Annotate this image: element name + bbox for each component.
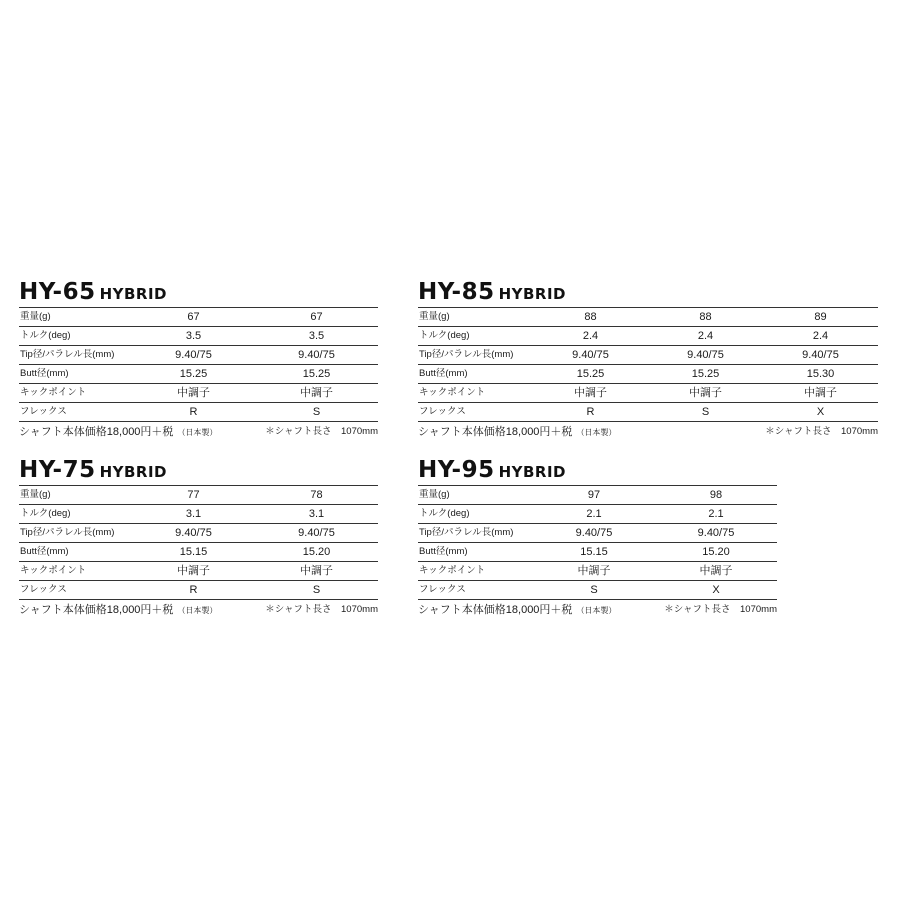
spec-footer — [418, 600, 777, 620]
row-tip — [19, 524, 378, 543]
row-value: 9.40/75 — [533, 524, 655, 543]
row-value: S — [255, 403, 378, 422]
row-weight — [418, 308, 878, 327]
row-tip — [418, 346, 878, 365]
row-value: S — [648, 403, 763, 422]
row-value: 9.40/75 — [255, 346, 378, 365]
row-value: 78 — [255, 486, 378, 505]
row-value: 中調子 — [255, 384, 378, 403]
row-value: 9.40/75 — [763, 346, 878, 365]
row-value: R — [132, 581, 255, 600]
row-value: 2.4 — [533, 327, 648, 346]
row-label: キックポイント — [418, 562, 533, 581]
row-flex — [418, 403, 878, 422]
spec-title — [19, 457, 378, 483]
row-label: Butt径(mm) — [19, 365, 132, 384]
row-value: 9.40/75 — [648, 346, 763, 365]
spec-hy-95 — [418, 457, 777, 620]
price-text: シャフト本体価格18,000円＋税 — [418, 604, 573, 616]
row-torque — [19, 505, 378, 524]
price-text: シャフト本体価格18,000円＋税 — [19, 426, 174, 438]
row-kickpoint — [418, 384, 878, 403]
spec-title — [418, 457, 777, 483]
row-weight — [19, 486, 378, 505]
spec-table — [418, 307, 878, 422]
row-value: 67 — [255, 308, 378, 327]
row-label: Tip径/パラレル長(mm) — [19, 346, 132, 365]
row-weight — [418, 486, 777, 505]
row-label: キックポイント — [418, 384, 533, 403]
spec-footer — [19, 600, 378, 620]
spec-title — [19, 279, 378, 305]
origin-note: （日本製） — [177, 606, 218, 615]
spec-footer — [418, 422, 878, 442]
row-value: 88 — [648, 308, 763, 327]
model-kind: HYBRID — [99, 285, 168, 303]
length-note: ＊シャフト長さ 1070mm — [265, 604, 378, 615]
row-value: 15.25 — [255, 365, 378, 384]
row-label: フレックス — [418, 581, 533, 600]
row-butt — [418, 365, 878, 384]
row-value: 中調子 — [132, 384, 255, 403]
row-label: Butt径(mm) — [19, 543, 132, 562]
row-value: 9.40/75 — [533, 346, 648, 365]
model-kind: HYBRID — [498, 463, 567, 481]
row-value: 中調子 — [533, 562, 655, 581]
price-note — [19, 422, 217, 443]
row-butt — [19, 365, 378, 384]
row-value: 15.15 — [533, 543, 655, 562]
row-label: キックポイント — [19, 384, 132, 403]
price-note — [418, 422, 616, 443]
row-value: 9.40/75 — [255, 524, 378, 543]
row-value: 15.20 — [255, 543, 378, 562]
row-label: トルク(deg) — [418, 327, 533, 346]
row-label: Butt径(mm) — [418, 365, 533, 384]
row-butt — [418, 543, 777, 562]
model-name: HY-75 — [19, 457, 96, 483]
row-value: 中調子 — [132, 562, 255, 581]
row-flex — [19, 581, 378, 600]
row-value: R — [132, 403, 255, 422]
model-name: HY-65 — [19, 279, 96, 305]
spec-title — [418, 279, 878, 305]
row-label: 重量(g) — [19, 308, 132, 327]
origin-note: （日本製） — [576, 606, 617, 615]
row-label: トルク(deg) — [418, 505, 533, 524]
row-value: 67 — [132, 308, 255, 327]
length-note: ＊シャフト長さ 1070mm — [265, 426, 378, 437]
row-value: 中調子 — [533, 384, 648, 403]
model-kind: HYBRID — [498, 285, 567, 303]
spec-hy-65 — [19, 279, 378, 442]
spec-hy-75 — [19, 457, 378, 620]
row-label: 重量(g) — [19, 486, 132, 505]
row-value: 中調子 — [655, 562, 777, 581]
row-value: 77 — [132, 486, 255, 505]
model-name: HY-85 — [418, 279, 495, 305]
origin-note: （日本製） — [576, 428, 617, 437]
row-label: キックポイント — [19, 562, 132, 581]
spec-footer — [19, 422, 378, 442]
row-value: 2.1 — [533, 505, 655, 524]
spec-table — [19, 485, 378, 600]
row-label: Tip径/パラレル長(mm) — [418, 524, 533, 543]
row-label: トルク(deg) — [19, 505, 132, 524]
row-torque — [418, 505, 777, 524]
row-label: フレックス — [19, 403, 132, 422]
price-text: シャフト本体価格18,000円＋税 — [418, 426, 573, 438]
row-value: S — [255, 581, 378, 600]
row-value: 88 — [533, 308, 648, 327]
row-value: 中調子 — [648, 384, 763, 403]
row-value: 15.15 — [132, 543, 255, 562]
row-value: 2.1 — [655, 505, 777, 524]
row-label: 重量(g) — [418, 308, 533, 327]
row-label: Butt径(mm) — [418, 543, 533, 562]
row-weight — [19, 308, 378, 327]
row-value: 9.40/75 — [132, 524, 255, 543]
spec-table — [418, 485, 777, 600]
row-torque — [418, 327, 878, 346]
row-torque — [19, 327, 378, 346]
row-value: 15.20 — [655, 543, 777, 562]
row-value: R — [533, 403, 648, 422]
row-value: 97 — [533, 486, 655, 505]
row-value: 15.25 — [533, 365, 648, 384]
row-kickpoint — [19, 562, 378, 581]
row-label: Tip径/パラレル長(mm) — [418, 346, 533, 365]
price-note — [19, 600, 217, 621]
row-value: 3.1 — [132, 505, 255, 524]
row-value: 9.40/75 — [132, 346, 255, 365]
row-butt — [19, 543, 378, 562]
row-value: 15.30 — [763, 365, 878, 384]
row-flex — [418, 581, 777, 600]
row-label: トルク(deg) — [19, 327, 132, 346]
price-text: シャフト本体価格18,000円＋税 — [19, 604, 174, 616]
row-label: フレックス — [418, 403, 533, 422]
origin-note: （日本製） — [177, 428, 218, 437]
row-value: 9.40/75 — [655, 524, 777, 543]
row-value: 3.5 — [255, 327, 378, 346]
row-value: 3.5 — [132, 327, 255, 346]
row-value: 2.4 — [763, 327, 878, 346]
model-kind: HYBRID — [99, 463, 168, 481]
spec-hy-85 — [418, 279, 878, 442]
row-value: 中調子 — [763, 384, 878, 403]
row-kickpoint — [19, 384, 378, 403]
price-note — [418, 600, 616, 621]
row-tip — [19, 346, 378, 365]
spec-table — [19, 307, 378, 422]
row-value: X — [763, 403, 878, 422]
row-value: 15.25 — [132, 365, 255, 384]
row-value: 中調子 — [255, 562, 378, 581]
row-label: フレックス — [19, 581, 132, 600]
row-value: 89 — [763, 308, 878, 327]
row-tip — [418, 524, 777, 543]
length-note: ＊シャフト長さ 1070mm — [664, 604, 777, 615]
length-note: ＊シャフト長さ 1070mm — [765, 426, 878, 437]
row-value: 15.25 — [648, 365, 763, 384]
row-label: Tip径/パラレル長(mm) — [19, 524, 132, 543]
model-name: HY-95 — [418, 457, 495, 483]
row-value: S — [533, 581, 655, 600]
row-label: 重量(g) — [418, 486, 533, 505]
row-flex — [19, 403, 378, 422]
row-value: X — [655, 581, 777, 600]
row-value: 3.1 — [255, 505, 378, 524]
row-kickpoint — [418, 562, 777, 581]
row-value: 2.4 — [648, 327, 763, 346]
row-value: 98 — [655, 486, 777, 505]
